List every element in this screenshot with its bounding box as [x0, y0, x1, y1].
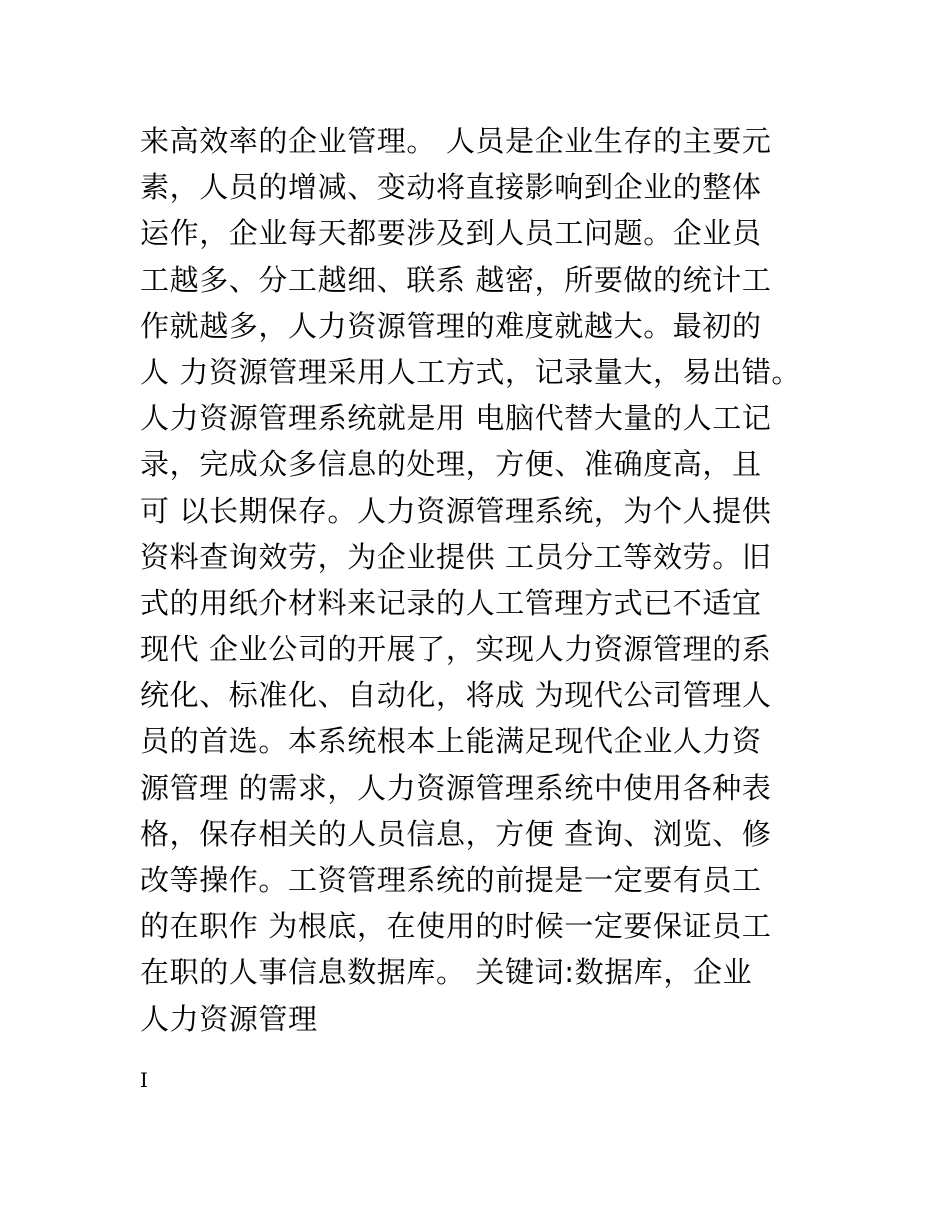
text-line: 格，保存相关的人员信息，方便 查询、浏览、修 — [140, 816, 772, 851]
text-line: 统化、标准化、自动化，将成 为现代公司管理人 — [140, 678, 772, 713]
text-line: 人力资源管理系统就是用 电脑代替大量的人工记 — [140, 401, 772, 436]
text-line: 的在职作 为根底，在使用的时候一定要保证员工 — [140, 909, 772, 944]
text-line: 式的用纸介材料来记录的人工管理方式已不适宜 — [140, 585, 762, 620]
text-line: 员的首选。本系统根本上能满足现代企业人力资 — [140, 724, 762, 759]
text-line: 在职的人事信息数据库。 关键词:数据库，企业 — [140, 955, 753, 990]
text-line: 录，完成众多信息的处理，方便、准确度高，且 — [140, 447, 762, 482]
text-line: 工越多、分工越细、联系 越密，所要做的统计工 — [140, 262, 772, 297]
text-line: 现代 企业公司的开展了，实现人力资源管理的系 — [140, 632, 772, 667]
text-line: 来高效率的企业管理。 人员是企业生存的主要元 — [140, 124, 772, 158]
text-line: 作就越多，人力资源管理的难度就越大。最初的 — [140, 308, 762, 343]
text-line: 源管理 的需求，人力资源管理系统中使用各种表 — [140, 770, 772, 805]
text-line: 人力资源管理 — [140, 1001, 318, 1036]
text-line: 素，人员的增减、变动将直接影响到企业的整体 — [140, 170, 762, 205]
text-line: 资料查询效劳，为企业提供 工员分工等效劳。旧 — [140, 539, 772, 574]
text-line: 人 力资源管理采用人工方式，记录量大，易出错。 — [140, 354, 802, 389]
text-line: 运作，企业每天都要涉及到人员工问题。企业员 — [140, 216, 762, 251]
text-line: 改等操作。工资管理系统的前提是一定要有员工 — [140, 863, 762, 897]
text-line: 可 以长期保存。人力资源管理系统，为个人提供 — [140, 493, 772, 528]
body-paragraph — [140, 118, 840, 1042]
page-number: I — [140, 1068, 148, 1092]
